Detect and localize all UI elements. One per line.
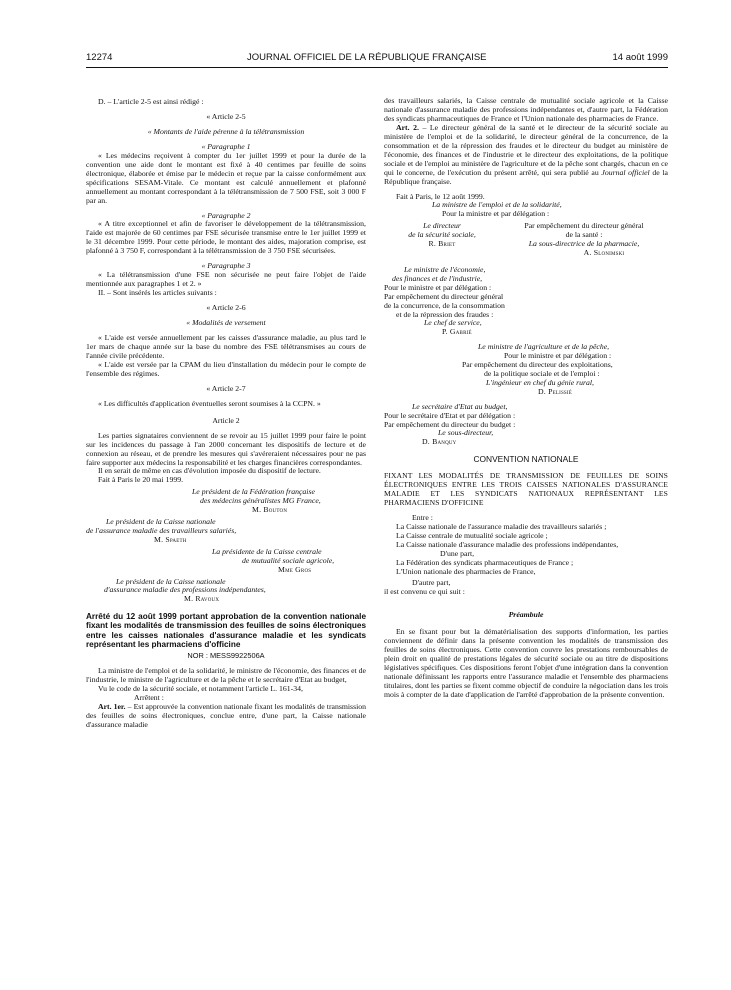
secretary-block	[384, 403, 668, 448]
minister-3-name: D. Pelissié	[538, 386, 573, 396]
article-2-6-title: « Modalités de versement	[186, 318, 266, 328]
minister-3-ingenieur: L'ingénieur en chef du génie rural,	[486, 377, 594, 387]
dune-part: D'une part,	[440, 548, 475, 558]
left-column	[86, 98, 366, 730]
arretent: Arrêtent :	[134, 692, 164, 702]
arrete-article-2	[384, 124, 668, 187]
signature-3-line-2: de mutualité sociale agricole,	[242, 555, 335, 565]
director-ss-name: R. Briet	[428, 239, 456, 249]
journal-title: JOURNAL OFFICIEL DE LA RÉPUBLIQUE FRANÇAISE	[247, 52, 487, 63]
paragraph-1-heading: « Paragraphe 1	[201, 141, 251, 151]
page-number: 12274	[86, 52, 113, 63]
secretary-title: Le secrétaire d'Etat au budget,	[412, 401, 508, 411]
header-rule	[86, 67, 668, 68]
minister-3-title: Le ministre de l'agriculture et de la pêche,	[478, 342, 610, 352]
minister-1-signatories	[384, 222, 668, 258]
paragraph-2-text: « A titre exceptionnel et afin de favoriser le développement de la télétransmission, l'aide est majorée de 60 centimes par FSE sécurisée transmise entre le 1er juillet 1999 et le 31 décembre 1999. Pour cette période, le montant des aides, majoration comprise, est plafonné à 3 750 F, correspondant à la télétransmission de 3 750 FSE sécurisées.	[86, 219, 366, 256]
d-intro: D. – L'article 2-5 est ainsi rédigé :	[98, 97, 204, 106]
paragraph-3-heading: « Paragraphe 3	[201, 261, 251, 271]
director-ss-line-1: Le directeur	[423, 221, 461, 231]
arrete-vu: Vu le code de la sécurité sociale, et notamment l'article L. 161-34,	[98, 683, 303, 693]
signature-1-line-2: des médecins généralistes MG France,	[200, 496, 321, 506]
director-ss-line-2: de la sécurité sociale,	[408, 230, 476, 240]
arrete-signature-date: Fait à Paris, le 12 août 1999.	[396, 191, 485, 201]
party-cnamts: La Caisse nationale de l'assurance maladie des travailleurs salariés ;	[396, 521, 607, 531]
convention-title: FIXANT LES MODALITÉS DE TRANSMISSION DE FEUILLES DE SOINS ÉLECTRONIQUES ENTRE LES TROIS CAISSES NATIONALES D'ASSURANCE MALADIE ET LES SYNDICATS NATIONAUX REPRÉSENTANT LES PHARMACIENS D'OFFICINE	[384, 471, 668, 507]
minister-2-chef: Le chef de service,	[424, 318, 482, 328]
signature-4-line-2: d'assurance maladie des professions indépendantes,	[104, 585, 266, 595]
convention-heading: CONVENTION NATIONALE	[473, 454, 579, 465]
signature-2-line-1: Le président de la Caisse nationale	[106, 517, 216, 527]
signature-1-line-1: Le président de la Fédération française	[192, 487, 315, 497]
article-2-6-para-2: « L'aide est versée par la CPAM du lieu d'installation du médecin pour le compte de l'ensemble des régimes.	[86, 359, 366, 378]
minister-2-line-2: des finances et de l'industrie,	[392, 273, 483, 283]
section-ii-text: II. – Sont insérés les articles suivants :	[98, 288, 217, 298]
page-header	[86, 52, 668, 66]
article-2-7-heading: « Article 2-7	[206, 383, 246, 393]
signature-3-line-1: La présidente de la Caisse centrale	[212, 546, 322, 556]
arrete-preamble: La ministre de l'emploi et de la solidarité, le ministre de l'économie, des finances et de l'industrie, le ministre de l'agriculture et de la pêche et le secrétaire d'Etat au budget,	[86, 666, 366, 684]
arrete-article-2-body-b: de la République française.	[384, 167, 668, 186]
paragraph-3-text: « La télétransmission d'une FSE non sécurisée ne peut faire l'objet de l'aide mentionnée aux paragraphes 1 et 2. »	[86, 270, 366, 289]
arrete-article-2-label: Art. 2.	[396, 122, 419, 132]
nor-reference: NOR : MESS9922506A	[187, 651, 265, 661]
article-1-text	[86, 703, 366, 730]
paragraph-1-text: « Les médecins reçoivent à compter du 1er juillet 1999 et pour la durée de la convention une aide dont le montant est fixé à 40 centimes par feuille de soins électronique, élaborée et émise par le médecin et reçue par la caisse conformément aux spécifications SESAM-Vitale. Ce montant est calculé annuellement et plafonné annuellement au montant correspondant à la télétransmission de 7 500 FSE, soit 3 000 F par an.	[86, 150, 366, 205]
article-2-6-heading: « Article 2-6	[206, 303, 246, 313]
paragraph-2-heading: « Paragraphe 2	[201, 210, 251, 220]
minister-3-emp-1: Par empêchement du directeur des exploitations,	[462, 360, 613, 370]
convenu: il est convenu ce qui suit :	[384, 587, 465, 597]
issue-date: 14 août 1999	[612, 52, 668, 63]
article-2-5-heading: « Article 2-5	[206, 111, 246, 121]
minister-2-delegation: Pour le ministre et par délégation :	[384, 282, 492, 292]
signature-block-1	[86, 488, 366, 515]
minister-1-title: La ministre de l'emploi et de la solidarité,	[432, 200, 562, 210]
party-canam: La Caisse nationale d'assurance maladie des professions indépendantes,	[396, 539, 619, 549]
signature-block-3	[86, 548, 366, 575]
signature-block-4	[86, 578, 366, 605]
dautre-part: D'autre part,	[412, 578, 451, 588]
party-fspf: La Fédération des syndicats pharmaceutiques de France ;	[396, 557, 574, 567]
article-2-para-1: Les parties signataires conviennent de se revoir au 15 juillet 1999 pour faire le point sur les incidences du passage à l'an 2000 concernant les dispositifs de lecture et de connexion au réseau, et de prendre les mesures qui s'avéreraient nécessaires pour ne pas faire supporter aux médecins la responsabilité et les charges financières correspondantes.	[86, 430, 366, 467]
article-2-7-text: « Les difficultés d'application éventuelles seront soumises à la CCPN. »	[98, 398, 321, 408]
signature-3-name: Mme Gros	[278, 564, 312, 574]
signature-4-name: M. Ravoux	[184, 594, 220, 604]
article-1-body: – Est approuvée la convention nationale fixant les modalités de transmission des feuilles de soins électroniques, conclue entre, d'une part, la Caisse nationale d'assurance maladie	[86, 701, 366, 729]
sante-sous-directrice: La sous-directrice de la pharmacie,	[528, 239, 640, 249]
entre: Entre :	[412, 512, 433, 522]
party-unpf: L'Union nationale des pharmacies de France,	[396, 566, 536, 576]
preambule-text: En se fixant pour but la dématérialisation des supports d'information, les parties conviennent de définir dans la présente convention les modalités de transmission des feuilles de soins électroniques. Cette convention couvre les prestations remboursables de plein droit en qualité de prestations légales de sécurité sociale ou au titre de dispositions législatives spécifiques. Ces dispositions feront l'objet d'une intégration dans la convention nationale définissant les rapports entre l'assurance maladie et l'ensemble des pharmaciens titulaires, dont les parties se fixent comme objectif de conduire la négociation dans les trois mois à compter de la date d'application de l'arrêté d'approbation de la présente convention.	[384, 627, 668, 700]
minister-3-emp-2: de la politique sociale et de l'emploi :	[484, 368, 600, 378]
minister-2-emp-2: de la concurrence, de la consommation	[384, 300, 505, 310]
preambule-heading: Préambule	[508, 610, 544, 620]
secretary-name: D. Banquy	[422, 437, 457, 447]
minister-2-line-1: Le ministre de l'économie,	[404, 265, 486, 275]
arrete-title: Arrêté du 12 août 1999 portant approbation de la convention nationale fixant les modalités de transmission des feuilles de soins électroniques entre les caisses nationales d'assurance maladie et les syndicats représentant les pharmaciens d'officine	[86, 612, 366, 649]
sante-name: A. Slonimski	[583, 248, 625, 258]
minister-1-delegation: Pour la ministre et par délégation :	[442, 209, 550, 219]
article-2-heading: Article 2	[212, 415, 240, 425]
signature-4-line-1: Le président de la Caisse nationale	[116, 576, 226, 586]
minister-3-delegation: Pour le ministre et par délégation :	[504, 351, 612, 361]
signature-2-name: M. Spaeth	[154, 534, 187, 544]
secretary-delegation: Pour le secrétaire d'Etat et par délégation :	[384, 410, 516, 420]
continued-text: des travailleurs salariés, la Caisse centrale de mutualité sociale agricole et la Caisse nationale d'assurance maladie des professions indépendantes et, d'autre part, la Fédération des syndicats pharmaceutiques de France et l'Union nationale des pharmacies de France.	[384, 96, 668, 123]
signature-block-2	[86, 518, 366, 545]
minister-3-block	[384, 343, 668, 396]
journal-officiel-ref: Journal officiel	[601, 167, 650, 177]
article-2-6-para-1: « L'aide est versée annuellement par les caisses d'assurance maladie, au plus tard le 1er mars de chaque année sur la base du nombre des FSE télétransmises au cours de l'année civile précédente.	[86, 333, 366, 360]
signature-2-line-2: de l'assurance maladie des travailleurs salariés,	[86, 525, 237, 535]
secretary-empechement: Par empêchement du directeur du budget :	[384, 419, 516, 429]
sante-empechement-1: Par empêchement du directeur général	[524, 221, 644, 231]
article-2-para-2: Il en serait de même en cas d'évolution imposée du dispositif de lecture.	[98, 466, 321, 476]
party-ccmsa: La Caisse centrale de mutualité sociale agricole ;	[396, 530, 548, 540]
secretary-sous-directeur: Le sous-directeur,	[438, 428, 494, 438]
signature-1-name: M. Bouton	[252, 505, 288, 515]
minister-2-name: P. Gabrié	[442, 327, 472, 337]
signature-date: Fait à Paris le 20 mai 1999.	[98, 475, 184, 485]
sante-empechement-2: de la santé :	[565, 230, 603, 240]
right-column	[384, 97, 668, 700]
article-1-label: Art. 1er.	[98, 701, 126, 711]
minister-2-emp-1: Par empêchement du directeur général	[384, 291, 504, 301]
minister-2-emp-3: et de la répression des fraudes :	[396, 309, 494, 319]
article-2-5-title: « Montants de l'aide pérenne à la télétransmission	[147, 126, 305, 136]
minister-2-block	[384, 266, 668, 337]
arrete-article-2-body-a: – Le directeur général de la santé et le directeur de la sécurité sociale au ministère de l'emploi et de la solidarité, le directeur général de la concurrence, de la consommation et de la répression des fraudes et le directeur du budget au ministère de l'économie, des finances et de l'industrie et le directeur des exploitations, de la politique sociale et de l'emploi au ministère de l'agriculture et de la pêche sont chargés, chacun en ce qui le concerne, de l'exécution du présent arrêté, qui sera publié au	[384, 122, 668, 177]
